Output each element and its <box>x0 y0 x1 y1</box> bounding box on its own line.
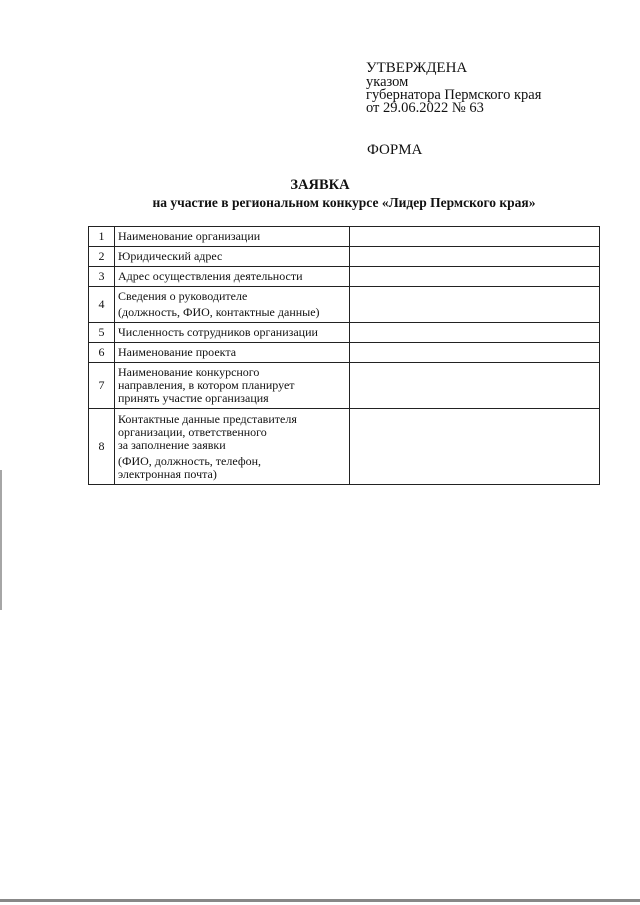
row-number: 8 <box>89 409 115 485</box>
governor-text: губернатора Пермского края <box>366 87 542 103</box>
row-value-field[interactable] <box>350 267 600 287</box>
document-title: ЗАЯВКА <box>290 177 350 193</box>
row-label-extra: (должность, ФИО, контактные данные) <box>118 305 320 319</box>
row-number: 5 <box>89 323 115 343</box>
row-number: 6 <box>89 343 115 363</box>
table-row <box>89 227 600 247</box>
row-label-extra: (ФИО, должность, телефон, электронная почта) <box>118 453 262 481</box>
row-value-field[interactable] <box>350 409 600 485</box>
row-number: 2 <box>89 247 115 267</box>
row-label-cell <box>115 287 350 323</box>
row-value-field[interactable] <box>350 247 600 267</box>
row-number: 3 <box>89 267 115 287</box>
row-value-field[interactable] <box>350 227 600 247</box>
row-label: Юридический адрес <box>115 247 350 267</box>
row-label: Наименование конкурсного направления, в котором планирует принять участие организация <box>115 363 350 409</box>
row-label: Сведения о руководителе <box>118 289 248 303</box>
table-row <box>89 409 600 485</box>
row-label: Наименование организации <box>115 227 350 247</box>
table-row <box>89 323 600 343</box>
row-label: Контактные данные представителя организации, ответственного за заполнение заявки <box>118 411 297 452</box>
row-value-field[interactable] <box>350 343 600 363</box>
approval-block <box>366 60 541 115</box>
scan-edge-left <box>0 470 2 610</box>
table-row <box>89 247 600 267</box>
document-subtitle: на участие в региональном конкурсе «Лидер Пермского края» <box>152 195 536 210</box>
row-value-field[interactable] <box>350 363 600 409</box>
application-table <box>88 226 600 485</box>
row-value-field[interactable] <box>350 323 600 343</box>
row-label: Наименование проекта <box>115 343 350 363</box>
row-number: 7 <box>89 363 115 409</box>
table-row <box>89 287 600 323</box>
table-row <box>89 343 600 363</box>
form-label: ФОРМА <box>367 142 423 158</box>
decree-text: указом <box>366 74 409 90</box>
row-number: 1 <box>89 227 115 247</box>
approved-stamp-text: УТВЕРЖДЕНА <box>366 60 468 76</box>
row-number: 4 <box>89 287 115 323</box>
row-label: Численность сотрудников организации <box>115 323 350 343</box>
row-label-cell <box>115 409 350 485</box>
row-value-field[interactable] <box>350 287 600 323</box>
table-row <box>89 267 600 287</box>
scan-edge-bottom <box>0 899 640 902</box>
decree-date-number: от 29.06.2022 № 63 <box>366 100 484 116</box>
table-row <box>89 363 600 409</box>
row-label: Адрес осуществления деятельности <box>115 267 350 287</box>
